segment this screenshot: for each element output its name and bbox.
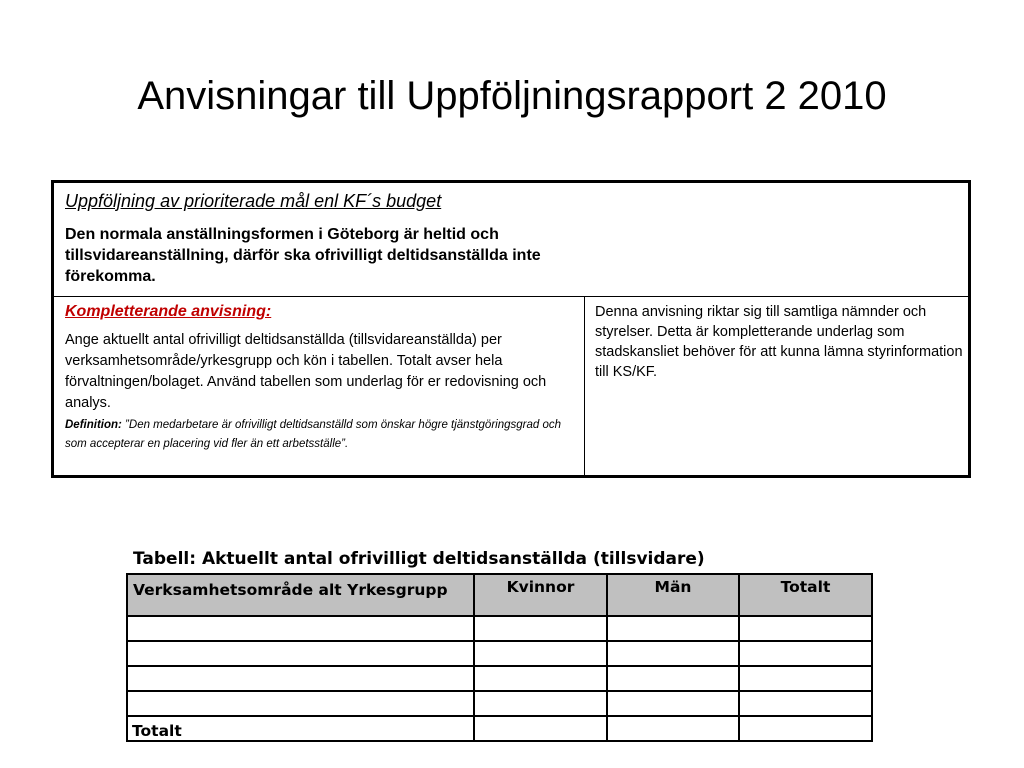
header-total: Totalt bbox=[739, 574, 872, 616]
definition-label: Definition: bbox=[65, 419, 122, 431]
goal-section bbox=[54, 183, 968, 297]
table-cell[interactable] bbox=[127, 641, 474, 666]
table-cell[interactable] bbox=[739, 666, 872, 691]
table-cell[interactable] bbox=[739, 616, 872, 641]
audience-note-section bbox=[585, 297, 968, 475]
table-cell[interactable] bbox=[127, 666, 474, 691]
table-row bbox=[127, 666, 872, 691]
table-row bbox=[127, 691, 872, 716]
table-cell[interactable] bbox=[474, 641, 607, 666]
table-cell[interactable] bbox=[739, 691, 872, 716]
table-cell[interactable] bbox=[607, 716, 739, 741]
instruction-box bbox=[51, 180, 971, 478]
goal-statement: Den normala anställningsformen i Göteborg är heltid och tillsvidareanställning, därför ska ofrivilligt deltidsanställda inte förekomma. bbox=[65, 226, 541, 285]
header-men: Män bbox=[607, 574, 739, 616]
definition-text bbox=[65, 416, 577, 454]
table-cell[interactable] bbox=[607, 691, 739, 716]
table-cell[interactable] bbox=[474, 616, 607, 641]
table-total-row bbox=[127, 716, 872, 741]
header-women: Kvinnor bbox=[474, 574, 607, 616]
table-caption: Tabell: Aktuellt antal ofrivilligt deltidsanställda (tillsvidare) bbox=[133, 549, 705, 569]
table-cell[interactable] bbox=[474, 691, 607, 716]
total-label: Totalt bbox=[127, 716, 474, 741]
goal-heading: Uppföljning av prioriterade mål enl KF´s budget bbox=[65, 191, 442, 211]
table-header-row bbox=[127, 574, 872, 616]
supplementary-heading: Kompletterande anvisning: bbox=[65, 303, 272, 320]
part-time-table bbox=[126, 573, 873, 742]
table-row bbox=[127, 641, 872, 666]
table-cell[interactable] bbox=[607, 616, 739, 641]
header-area: Verksamhetsområde alt Yrkesgrupp bbox=[127, 574, 474, 616]
supplementary-instruction bbox=[54, 297, 585, 475]
table-cell[interactable] bbox=[127, 691, 474, 716]
table-cell[interactable] bbox=[607, 641, 739, 666]
slide-title: Anvisningar till Uppföljningsrapport 2 2010 bbox=[137, 74, 887, 118]
table-cell[interactable] bbox=[474, 666, 607, 691]
table-row bbox=[127, 616, 872, 641]
audience-note: Denna anvisning riktar sig till samtliga nämnder och styrelser. Detta är kompletterande underlag som stadskansliet behöver för att kunna lämna styrinformation till KS/KF. bbox=[595, 304, 963, 380]
supplementary-text: Ange aktuellt antal ofrivilligt deltidsanställda (tillsvidareanställda) per verksamhetsområde/yrkesgrupp och kön i tabellen. Totalt avser hela förvaltningen/bolaget. Använd tabellen som underlag för er redovisning och analys. bbox=[65, 332, 547, 411]
table-cell[interactable] bbox=[739, 641, 872, 666]
table-cell[interactable] bbox=[739, 716, 872, 741]
table-cell[interactable] bbox=[607, 666, 739, 691]
table-cell[interactable] bbox=[474, 716, 607, 741]
definition-body: ”Den medarbetare är ofrivilligt deltidsanställd som önskar högre tjänstgöringsgrad och som accepterar en placering vid fler än ett arbetsställe”. bbox=[65, 419, 561, 450]
table-cell[interactable] bbox=[127, 616, 474, 641]
